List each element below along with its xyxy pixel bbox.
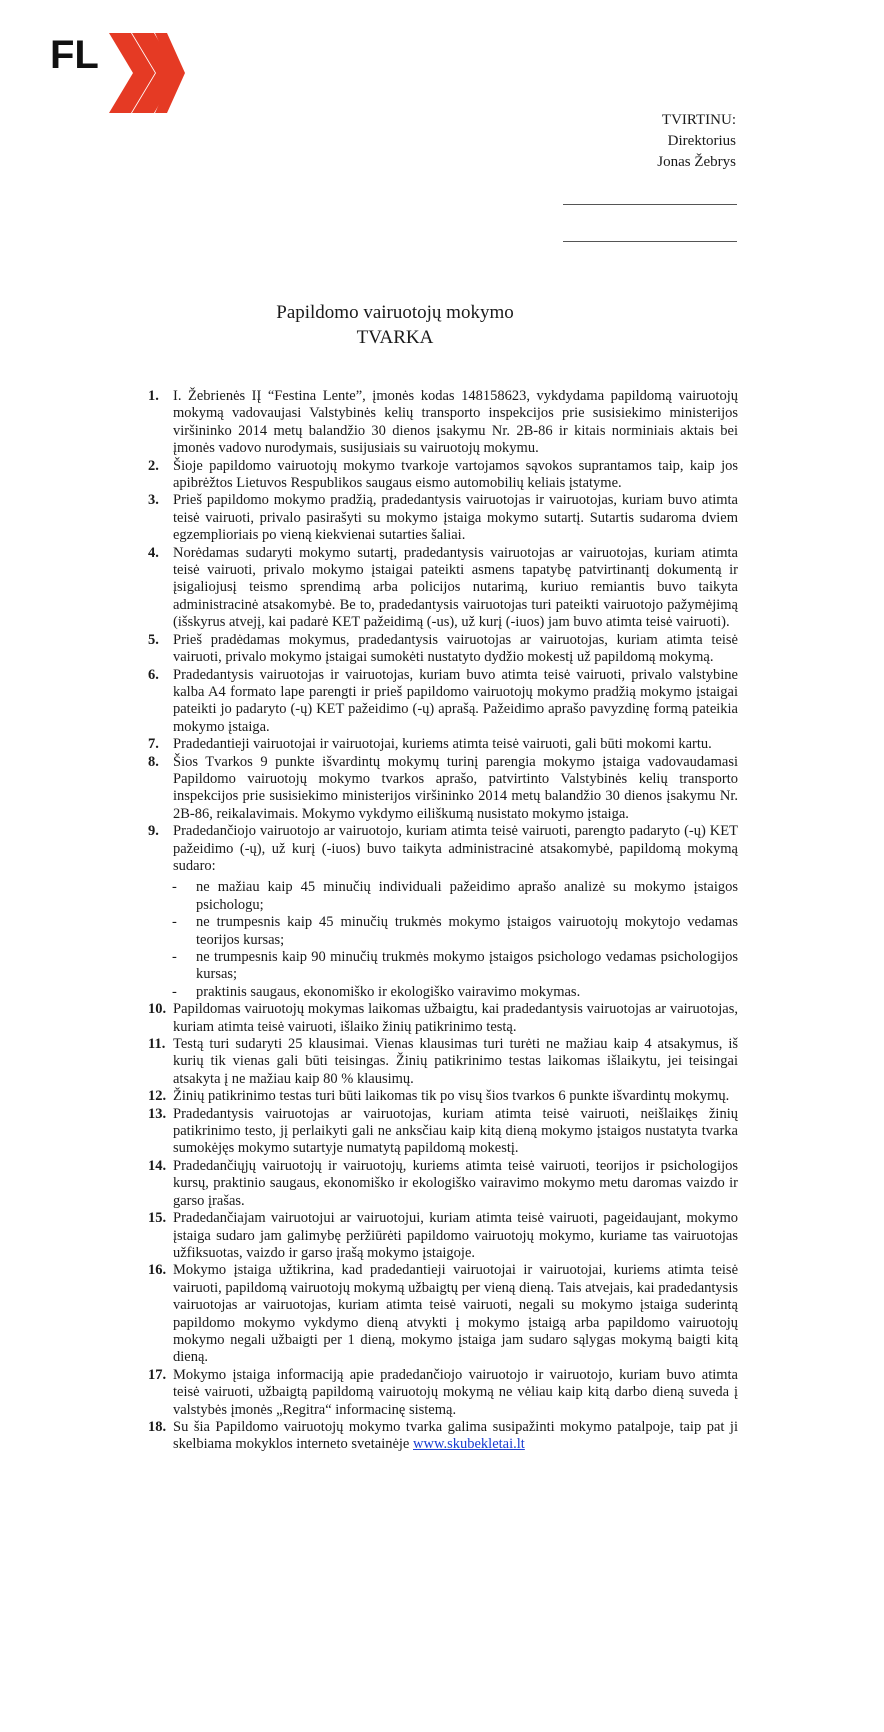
item-number: 7. — [148, 736, 159, 753]
item-text: Prieš pradėdamas mokymus, pradedantysis vairuotojas ar vairuotojas, kuriam atimta teisė vairuoti, privalo mokymo įstaigai sumokėti nustatyto dydžio mokestį už papildomą mokymą. — [173, 631, 738, 666]
signature-line — [563, 204, 737, 205]
list-item — [148, 632, 738, 667]
item-text: Papildomas vairuotojų mokymas laikomas užbaigtu, kai pradedantysis vairuotojas ar vairuotojas, kuriam atimta teisė vairuoti, išlaiko žinių patikrinimo testą. — [173, 1001, 738, 1035]
document-title — [0, 300, 790, 350]
list-item — [148, 388, 738, 458]
item-text: Mokymo įstaiga užtikrina, kad pradedantieji vairuotojai ir vairuotojai, kuriems atimta teisė vairuoti, papildomą vairuotojų mokymą užbaigtų per vieną dieną. Tais atvejais, kai pradedantysis vairuotojas ar vairuotojas, kuriam atimta teisė vairuoti, negali su mokymo įstaiga suderintą papildomo mokymo vykdymo dieną atvykti į mokymo įstaigą arba papildomo vairuotojų mokymo negali užbaigti per 1 dieną, mokymo įstaiga jam sudaro sąlygas mokymą baigti kitą dieną. — [173, 1262, 738, 1366]
item-number: 12. — [148, 1088, 167, 1105]
approval-name: Jonas Žebrys — [657, 154, 736, 170]
sub-list-item — [148, 879, 738, 914]
approval-label: TVIRTINU: — [661, 112, 736, 128]
item-number: 11. — [148, 1036, 166, 1053]
item-text: Mokymo įstaiga informaciją apie pradedančiojo vairuotojo ir vairuotojo, kuriam buvo atimta teisė vairuoti, užbaigtą papildomą vairuotojų mokymą ne vėliau kaip kitą darbo dieną suveda į valstybės įmonės „Regitra“ informacinę sistemą. — [173, 1366, 738, 1418]
list-item — [148, 1367, 738, 1419]
item-number: 14. — [148, 1157, 167, 1174]
list-item — [148, 667, 738, 737]
title-line-2: TVARKA — [356, 327, 434, 348]
list-item — [148, 736, 738, 753]
approval-block — [657, 110, 736, 173]
item-text: Šioje papildomo vairuotojų mokymo tvarkoje vartojamos sąvokos suprantamos taip, kaip jos apibrėžtos Lietuvos Respublikos saugaus eismo automobilių keliais įstatyme. — [173, 457, 738, 492]
sub-list — [148, 879, 738, 1001]
list-item — [148, 1106, 738, 1158]
item-number: 15. — [148, 1210, 167, 1227]
dash-bullet: - — [172, 879, 177, 896]
list-item — [148, 545, 738, 632]
item-text: Pradedančiajam vairuotojui ar vairuotojui, kuriam atimta teisė vairuoti, pageidaujant, mokymo įstaiga sudaro jam galimybę peržiūrėti papildomo vairuotojų mokymo, kuriame tas vairuotojas užfiksuotas, vaizdo ir garso įrašą mokymo įstaigoje. — [173, 1210, 738, 1261]
item-number: 13. — [148, 1105, 167, 1122]
list-item — [148, 1088, 738, 1105]
sub-list-item — [148, 984, 738, 1001]
item-text: Žinių patikrinimo testas turi būti laikomas tik po visų šios tvarkos 6 punkte išvardintų mokymų. — [173, 1088, 730, 1105]
list-item — [148, 492, 738, 544]
item-number: 2. — [148, 457, 159, 474]
list-item — [148, 1001, 738, 1036]
list-item — [148, 1036, 738, 1088]
sub-item-text: ne mažiau kaip 45 minučių individuali pažeidimo aprašo analizė su mokymo įstaigos psichologu; — [196, 879, 738, 913]
item-number: 18. — [148, 1418, 167, 1435]
item-number: 6. — [148, 666, 159, 683]
list-item — [148, 458, 738, 493]
item-number: 16. — [148, 1262, 167, 1279]
sub-list-item — [148, 949, 738, 984]
item-text: Prieš papildomo mokymo pradžią, pradedantysis vairuotojas ir vairuotojas, kuriam buvo atimta teisė vairuoti, privalo pasirašyti su mokymo įstaiga mokymo sutartį. Sutartis sudaroma dviem egzemplioriais po vieną kiekvienai sutarties šaliai. — [173, 492, 738, 544]
item-number: 3. — [148, 492, 159, 509]
sub-item-text: ne trumpesnis kaip 90 minučių trukmės mokymo įstaigos psichologo vedamas psichologijos kursas; — [196, 949, 738, 983]
item-number: 5. — [148, 631, 159, 648]
item-number: 1. — [148, 388, 159, 404]
item-number: 17. — [148, 1366, 167, 1383]
item-number: 4. — [148, 544, 159, 561]
dash-bullet: - — [172, 949, 177, 965]
list-item — [148, 1419, 738, 1454]
list-item — [148, 823, 738, 1001]
dash-bullet: - — [172, 914, 177, 931]
item-text: Norėdamas sudaryti mokymo sutartį, pradedantysis vairuotojas ar vairuotojas, kuriam atimta teisė vairuoti, privalo mokymo įstaigai pateikti asmens tapatybę patvirtinantį dokumentą ir įsigaliojusį teismo sprendimą arba policijos nutarimą, kuriuo remiantis buvo taikyta administracinė atsakomybė. Be to, pradedantysis vairuotojas turi pateikti vairuotojo pažymėjimą (išskyrus atvejį, kai padarė KET pažeidimą (-us), už kurį (-iuos) jam buvo atimta teisė vairuoti). — [173, 544, 738, 631]
list-item — [148, 1210, 738, 1262]
sub-list-item — [148, 914, 738, 949]
item-text: Pradedantysis vairuotojas ir vairuotojas, kuriam buvo atimta teisė vairuoti, privalo valstybine kalba A4 formato lape parengti ir prieš papildomo vairuotojų mokymo pradžią mokymo įstaigai pateikti jo padaryto (-ų) KET pažeidimo (-ų) aprašą. Pažeidimo aprašo pavyzdinę formą pateikia mokymo įstaiga. — [173, 666, 738, 735]
list-item — [148, 1158, 738, 1210]
list-item — [148, 1262, 738, 1366]
list-item — [148, 754, 738, 824]
item-number: 8. — [148, 753, 159, 770]
sub-item-text: praktinis saugaus, ekonomiško ir ekologiško vairavimo mokymas. — [196, 983, 581, 1000]
item-text: Testą turi sudaryti 25 klausimai. Vienas klausimas turi turėti ne mažiau kaip 4 atsakymus, iš kurių tik vienas gali būti teisingas. Žinių patikrinimo testas laikomas išlaikytu, jei teisingai atsakyta į ne mažiau kaip 80 % klausimų. — [173, 1036, 738, 1087]
item-text: Pradedančiojo vairuotojo ar vairuotojo, kuriam atimta teisė vairuoti, parengto padaryto (-ų) KET pažeidimo (-ų), už kurį (-iuos) buvo taikyta administracinė atsakomybė, papildomą mokymą sudaro: — [173, 823, 738, 874]
item-text: I. Žebrienės IĮ “Festina Lente”, įmonės kodas 148158623, vykdydama papildomą vairuotojų mokymą vadovaujasi Valstybinės kelių transporto inspekcijos prie susisiekimo ministerijos viršininko 2014 metų balandžio 30 dienos įsakymu Nr. 2B-86 ir kitais norminiais aktais bei įmonės vadovo nurodymais, susijusiais su vairuotojų mokymu. — [173, 388, 738, 457]
sub-item-text: ne trumpesnis kaip 45 minučių trukmės mokymo įstaigos vairuotojų mokytojo vedamas teorijos kursas; — [196, 914, 738, 948]
item-text: Su šia Papildomo vairuotojų mokymo tvarka galima susipažinti mokymo patalpoje, taip pat ji skelbiama mokyklos interneto svetainėje — [173, 1418, 738, 1453]
numbered-list — [148, 388, 738, 1454]
item-text: Pradedančiųjų vairuotojų ir vairuotojų, kuriems atimta teisė vairuoti, teorijos ir psichologijos kursų, praktinio saugaus, ekonomiško ir ekologiško vairavimo mokymo metu daromas vaizdo ir garso įrašas. — [173, 1157, 738, 1209]
title-line-1: Papildomo vairuotojų mokymo — [276, 302, 514, 323]
date-line — [563, 241, 737, 242]
item-number: 9. — [148, 823, 159, 840]
item-number: 10. — [148, 1001, 167, 1018]
website-link[interactable]: www.skubekletai.lt — [413, 1436, 525, 1453]
festina-lente-logo — [50, 33, 185, 113]
dash-bullet: - — [172, 983, 177, 1000]
approval-position: Direktorius — [667, 133, 736, 149]
item-text: Pradedantysis vairuotojas ar vairuotojas, kuriam atimta teisė vairuoti, neišlaikęs žinių patikrinimo testo, jį perlaikyti gali ne anksčiau kaip kitą dieną mokymo įstaigos nustatyta tvarka sumokėjęs mokymo sutartyje numatytą papildomą mokestį. — [173, 1105, 738, 1157]
item-text: Šios Tvarkos 9 punkte išvardintų mokymų turinį parengia mokymo įstaiga vadovaudamasi Papildomo vairuotojų mokymo tvarkos aprašo, patvirtinto Valstybinės kelių transporto inspekcijos prie susisiekimo ministerijos viršininko 2014 metų balandžio 30 dienos įsakymu Nr. 2B-86, reikalavimais. Mokymo vykdymo eiliškumą nusistato mokymo įstaiga. — [173, 753, 738, 822]
logo-text: FL — [50, 33, 99, 77]
item-text: Pradedantieji vairuotojai ir vairuotojai, kuriems atimta teisė vairuoti, gali būti mokomi kartu. — [173, 736, 712, 753]
